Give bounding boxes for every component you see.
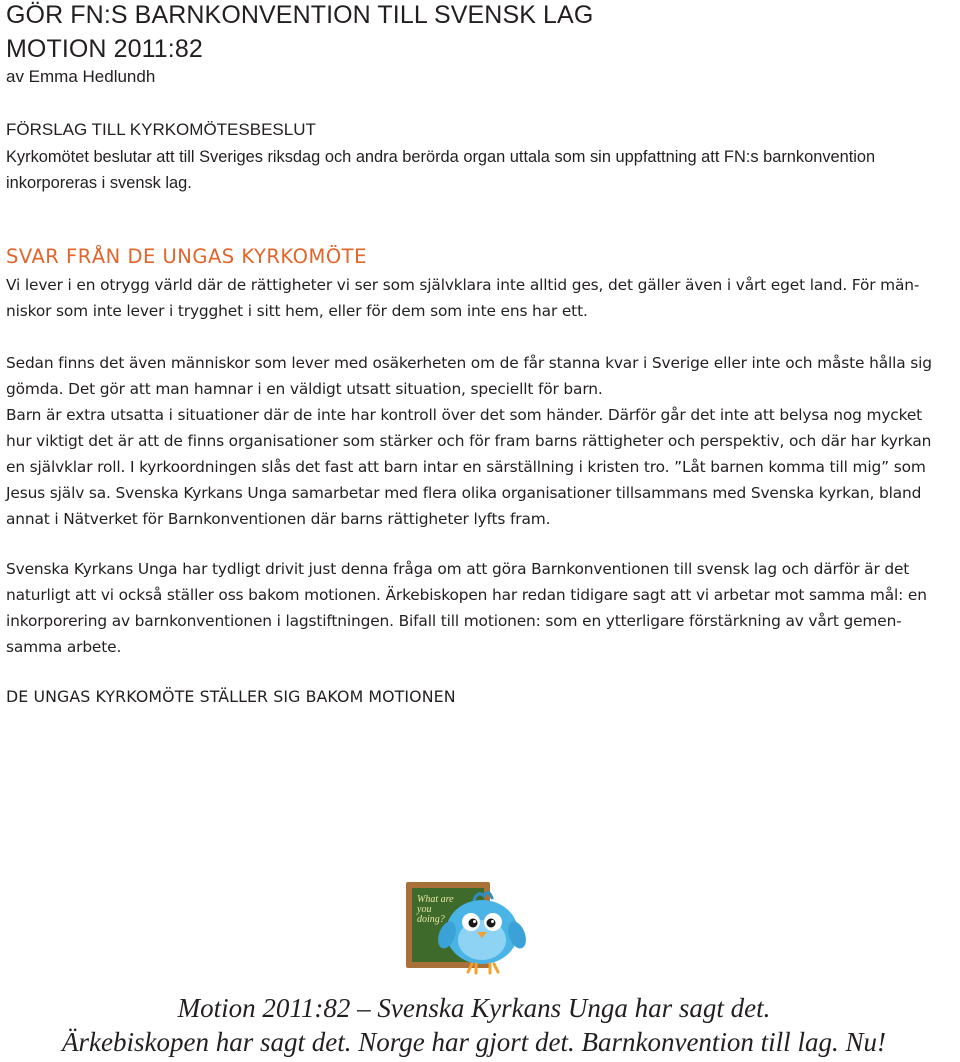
paragraph-line: en självklar roll. I kyrkoordningen slås det fast att barn intar en särställning i kristen tro. ”Låt barnen komma till mig” som [6, 458, 926, 476]
paragraph-line: Svenska Kyrkans Unga har tydligt drivit just denna fråga om att göra Barnkonventionen till svensk lag och därför är det [6, 560, 910, 578]
paragraph-line: hur viktigt det är att de finns organisationer som stärker och för fram barns rättigheter och perspektiv, och där har kyrkan [6, 432, 932, 450]
paragraph-line: Jesus själv sa. Svenska Kyrkans Unga samarbetar med flera olika organisationer tillsammans med Svenska kyrkan, bland [6, 484, 922, 502]
closing-caption-line: Motion 2011:82 – Svenska Kyrkans Unga har sagt det. [177, 993, 771, 1023]
decision-heading: DE UNGAS KYRKOMÖTE STÄLLER SIG BAKOM MOTIONEN [6, 687, 456, 706]
paragraph-line: niskor som inte lever i trygghet i sitt hem, eller för dem som inte ens har ett. [6, 302, 588, 320]
paragraph-line: Barn är extra utsatta i situationer där de inte har kontroll över det som händer. Därför går det inte att belysa nog mycket [6, 406, 923, 424]
author-line: av Emma Hedlundh [6, 67, 156, 86]
chalkboard-bird-picture [404, 880, 528, 980]
proposal-heading: FÖRSLAG TILL KYRKOMÖTESBESLUT [6, 120, 316, 139]
paragraph-line: annat i Nätverket för Barnkonventionen där barns rättigheter lyfts fram. [6, 510, 551, 528]
chalk-text-2: you [417, 904, 432, 915]
paragraph-line: naturligt att vi också ställer oss bakom motionen. Ärkebiskopen har redan tidigare sagt att vi arbetar mot samma mål: en [6, 586, 927, 604]
document-title: GÖR FN:S BARNKONVENTION TILL SVENSK LAG [6, 1, 594, 29]
paragraph-line: samma arbete. [6, 638, 122, 656]
paragraph-line: Vi lever i en otrygg värld där de rättigheter vi ser som självklara inte alltid ges, det gäller även i vårt eget land. För män- [6, 276, 920, 294]
proposal-line: Kyrkomötet beslutar att till Sveriges riksdag och andra berörda organ uttala som sin uppfattning att FN:s barnkonvention [6, 148, 876, 166]
paragraph-line: Sedan finns det även människor som lever med osäkerheten om de får stanna kvar i Sverige eller inte och måste hålla sig [6, 354, 932, 372]
proposal-line: inkorporeras i svensk lag. [6, 174, 192, 192]
response-heading: SVAR FRÅN DE UNGAS KYRKOMÖTE [6, 245, 367, 268]
chalk-text-3: doing? [417, 914, 445, 925]
chalk-text-1: What are [417, 894, 454, 905]
motion-number: MOTION 2011:82 [6, 35, 203, 63]
closing-caption-line: Ärkebiskopen har sagt det. Norge har gjort det. Barnkonvention till lag. Nu! [62, 1027, 886, 1057]
paragraph-line: inkorporering av barnkonventionen i lagstiftningen. Bifall till motionen: som en ytterligare förstärkning av vårt gemen- [6, 612, 902, 630]
paragraph-line: gömda. Det gör att man hamnar i en väldigt utsatt situation, speciellt för barn. [6, 380, 603, 398]
bird-chalkboard-illustration [404, 880, 528, 980]
